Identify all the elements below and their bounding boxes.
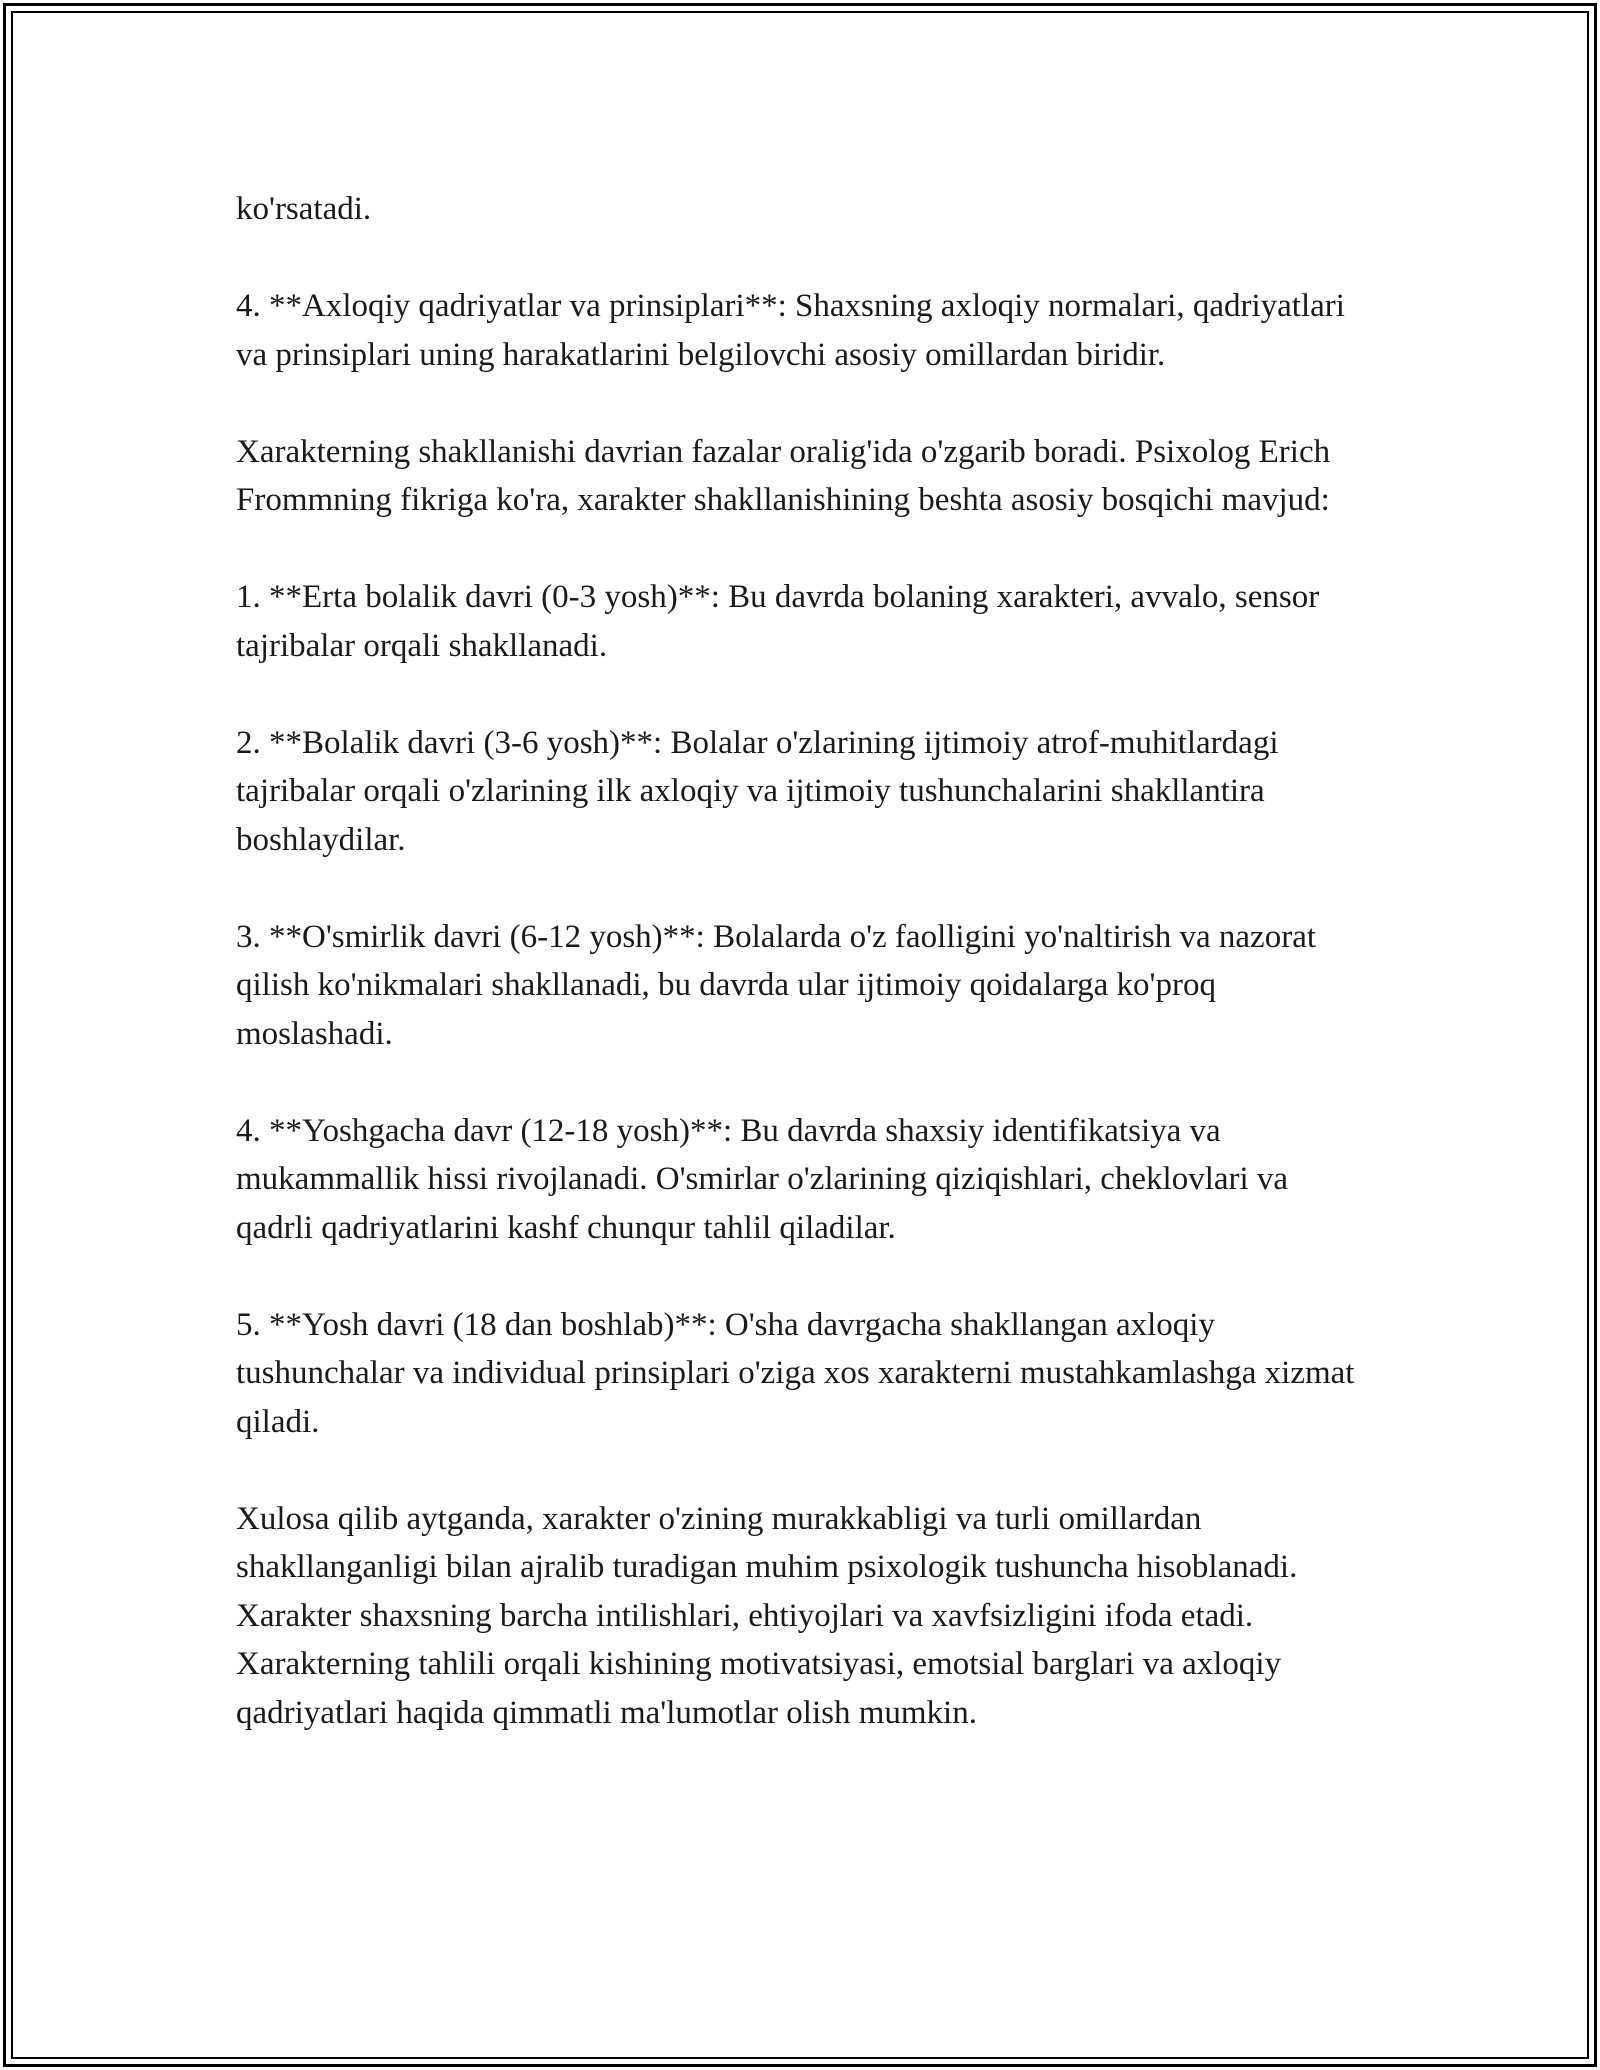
paragraph-stage-young-adult: 5. **Yosh davri (18 dan boshlab)**: O'sha davrgacha shakllangan axloqiy tushunchalar va individual prinsiplari o'ziga xos xarakterni mustahkamlashga xizmat qiladi. [236,1306,1355,1440]
paragraph-moral-values: 4. **Axloqiy qadriyatlar va prinsiplari**: Shaxsning axloqiy normalari, qadriyatlari va prinsiplari uning harakatlarini belgilovchi asosiy omillardan biridir. [236,288,1345,373]
paragraph-continuation: ko'rsatadi. [236,191,372,227]
paragraph-stage-youth: 4. **Yoshgacha davr (12-18 yosh)**: Bu davrda shaxsiy identifikatsiya va mukammallik hissi rivojlanadi. O'smirlar o'zlarining qiziqishlari, cheklovlari va qadrli qadriyatlarini kashf chunqur tahlil qiladilar. [236,1112,1289,1246]
paragraph-stage-adolescence: 3. **O'smirlik davri (6-12 yosh)**: Bolalarda o'z faolligini yo'naltirish va nazorat qilish ko'nikmalari shakllanadi, bu davrda ular ijtimoiy qoidalarga ko'proq moslashadi. [236,918,1317,1052]
paragraph-stage-childhood: 2. **Bolalik davri (3-6 yosh)**: Bolalar o'zlarining ijtimoiy atrof-muhitlardagi tajribalar orqali o'zlarining ilk axloqiy va ijtimoiy tushunchalarini shakllantira boshlaydilar. [236,724,1279,858]
paragraph-stage-early-childhood: 1. **Erta bolalik davri (0-3 yosh)**: Bu davrda bolaning xarakteri, avvalo, sensor tajribalar orqali shakllanadi. [236,579,1320,664]
document-body [236,185,1366,1737]
paragraph-character-stages-intro: Xarakterning shakllanishi davrian fazalar oralig'ida o'zgarib boradi. Psixolog Erich Frommning fikriga ko'ra, xarakter shakllanishining beshta asosiy bosqichi mavjud: [236,433,1331,518]
paragraph-conclusion: Xulosa qilib aytganda, xarakter o'zining murakkabligi va turli omillardan shakllanganligi bilan ajralib turadigan muhim psixologik tushuncha hisoblanadi. Xarakter shaxsning barcha intilishlari, ehtiyojlari va xavfsizligini ifoda etadi. Xarakterning tahlili orqali kishining motivatsiyasi, emotsial barglari va axloqiy qadriyatlari haqida qimmatli ma'lumotlar olish mumkin. [236,1500,1298,1731]
